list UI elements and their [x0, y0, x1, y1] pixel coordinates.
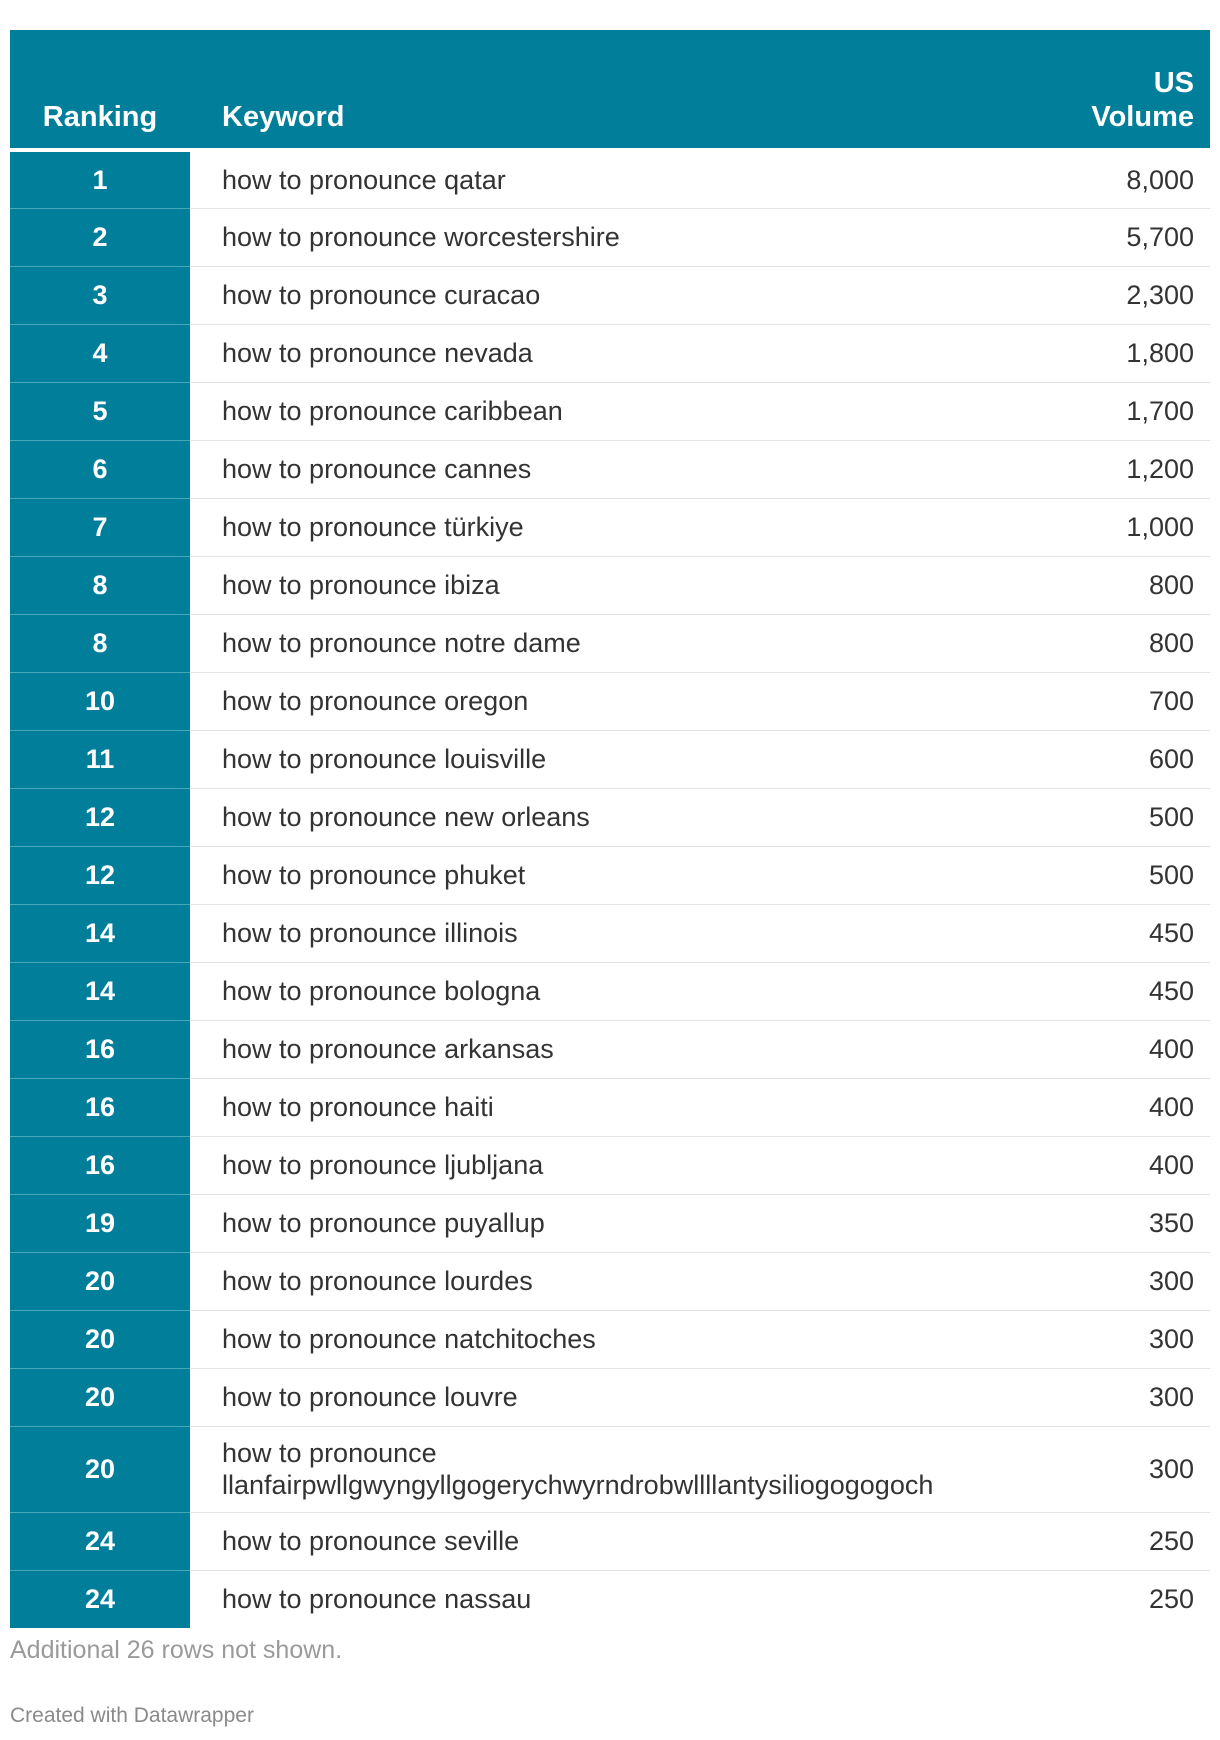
table-row: [10, 1194, 1210, 1252]
keyword-cell: how to pronounce qatar: [190, 150, 1050, 208]
us-volume-cell: 700: [1050, 672, 1210, 730]
keyword-cell: how to pronounce louvre: [190, 1368, 1050, 1426]
keyword-cell: how to pronounce bologna: [190, 962, 1050, 1020]
table-row: [10, 1136, 1210, 1194]
keyword-cell: how to pronounce illinois: [190, 904, 1050, 962]
column-header-us-volume-line2: Volume: [1091, 101, 1194, 133]
table-row: [10, 150, 1210, 208]
us-volume-cell: 1,700: [1050, 382, 1210, 440]
keyword-cell: how to pronounce notre dame: [190, 614, 1050, 672]
us-volume-cell: 1,000: [1050, 498, 1210, 556]
ranking-cell: 11: [10, 730, 190, 788]
us-volume-cell: 450: [1050, 904, 1210, 962]
ranking-cell: 16: [10, 1078, 190, 1136]
keyword-cell: how to pronounce louisville: [190, 730, 1050, 788]
table-row: [10, 266, 1210, 324]
table-row: [10, 962, 1210, 1020]
us-volume-cell: 500: [1050, 846, 1210, 904]
keyword-cell-line1: how to pronounce: [222, 1438, 437, 1468]
ranking-cell: 3: [10, 266, 190, 324]
ranking-cell: 12: [10, 846, 190, 904]
us-volume-cell: 5,700: [1050, 208, 1210, 266]
table-row: [10, 208, 1210, 266]
keyword-cell: how to pronounce nevada: [190, 324, 1050, 382]
ranking-cell: 5: [10, 382, 190, 440]
table-row: [10, 1512, 1210, 1570]
table-row: [10, 440, 1210, 498]
table-row: [10, 904, 1210, 962]
us-volume-cell: 350: [1050, 1194, 1210, 1252]
keyword-table-container: [10, 30, 1210, 1628]
us-volume-cell: 300: [1050, 1252, 1210, 1310]
rows-not-shown-note: Additional 26 rows not shown.: [10, 1636, 343, 1664]
keyword-cell: how to pronounce cannes: [190, 440, 1050, 498]
keyword-cell: how to pronounce curacao: [190, 266, 1050, 324]
keyword-cell-line2: llanfairpwllgwyngyllgogerychwyrndrobwllllantysiliogogogoch: [222, 1470, 934, 1500]
keyword-cell: how to pronounce worcestershire: [190, 208, 1050, 266]
table-row: [10, 556, 1210, 614]
us-volume-cell: 300: [1050, 1368, 1210, 1426]
datawrapper-credit: Created with Datawrapper: [10, 1704, 254, 1727]
keyword-cell: [190, 1426, 1050, 1512]
table-row: [10, 1078, 1210, 1136]
column-header-keyword[interactable]: Keyword: [190, 30, 1050, 150]
table-row: [10, 498, 1210, 556]
ranking-cell: 7: [10, 498, 190, 556]
keyword-cell: how to pronounce ljubljana: [190, 1136, 1050, 1194]
keyword-cell: how to pronounce caribbean: [190, 382, 1050, 440]
us-volume-cell: 400: [1050, 1078, 1210, 1136]
keyword-cell: how to pronounce haiti: [190, 1078, 1050, 1136]
table-row: [10, 1426, 1210, 1512]
header-row: [10, 30, 1210, 150]
ranking-cell: 8: [10, 614, 190, 672]
table-row: [10, 1020, 1210, 1078]
us-volume-cell: 250: [1050, 1512, 1210, 1570]
ranking-cell: 2: [10, 208, 190, 266]
us-volume-cell: 2,300: [1050, 266, 1210, 324]
table-row: [10, 788, 1210, 846]
table-row: [10, 846, 1210, 904]
ranking-cell: 14: [10, 904, 190, 962]
us-volume-cell: 450: [1050, 962, 1210, 1020]
us-volume-cell: 500: [1050, 788, 1210, 846]
column-header-us-volume-line1: US: [1153, 67, 1194, 99]
table-row: [10, 1310, 1210, 1368]
keyword-cell: how to pronounce türkiye: [190, 498, 1050, 556]
ranking-cell: 14: [10, 962, 190, 1020]
us-volume-cell: 1,800: [1050, 324, 1210, 382]
table-row: [10, 324, 1210, 382]
ranking-cell: 20: [10, 1310, 190, 1368]
us-volume-cell: 800: [1050, 556, 1210, 614]
ranking-cell: 16: [10, 1020, 190, 1078]
ranking-cell: 1: [10, 150, 190, 208]
keyword-cell: how to pronounce natchitoches: [190, 1310, 1050, 1368]
keyword-cell: how to pronounce arkansas: [190, 1020, 1050, 1078]
table-row: [10, 614, 1210, 672]
ranking-cell: 20: [10, 1426, 190, 1512]
us-volume-cell: 400: [1050, 1136, 1210, 1194]
ranking-cell: 6: [10, 440, 190, 498]
column-header-us-volume[interactable]: [1050, 30, 1210, 150]
table-header: [10, 30, 1210, 150]
table-row: [10, 1368, 1210, 1426]
table-row: [10, 382, 1210, 440]
keyword-cell: how to pronounce new orleans: [190, 788, 1050, 846]
column-header-ranking[interactable]: Ranking: [10, 30, 190, 150]
table-row: [10, 1252, 1210, 1310]
keyword-cell: how to pronounce ibiza: [190, 556, 1050, 614]
ranking-cell: 4: [10, 324, 190, 382]
keyword-table: [10, 30, 1210, 1628]
table-body: [10, 150, 1210, 1628]
ranking-cell: 20: [10, 1368, 190, 1426]
keyword-cell: how to pronounce phuket: [190, 846, 1050, 904]
keyword-cell: how to pronounce seville: [190, 1512, 1050, 1570]
us-volume-cell: 8,000: [1050, 150, 1210, 208]
ranking-cell: 16: [10, 1136, 190, 1194]
keyword-cell: how to pronounce puyallup: [190, 1194, 1050, 1252]
ranking-cell: 24: [10, 1570, 190, 1628]
table-row: [10, 1570, 1210, 1628]
us-volume-cell: 400: [1050, 1020, 1210, 1078]
ranking-cell: 19: [10, 1194, 190, 1252]
ranking-cell: 8: [10, 556, 190, 614]
ranking-cell: 12: [10, 788, 190, 846]
us-volume-cell: 600: [1050, 730, 1210, 788]
table-row: [10, 730, 1210, 788]
ranking-cell: 20: [10, 1252, 190, 1310]
us-volume-cell: 250: [1148, 1584, 1194, 1615]
ranking-cell: 24: [10, 1512, 190, 1570]
table-row: [10, 672, 1210, 730]
us-volume-cell: 1,200: [1050, 440, 1210, 498]
us-volume-cell: 800: [1050, 614, 1210, 672]
keyword-cell: how to pronounce lourdes: [190, 1252, 1050, 1310]
keyword-cell: how to pronounce nassau: [222, 1584, 532, 1615]
us-volume-cell: 300: [1050, 1310, 1210, 1368]
ranking-cell: 10: [10, 672, 190, 730]
us-volume-cell: 300: [1050, 1426, 1210, 1512]
keyword-cell: how to pronounce oregon: [190, 672, 1050, 730]
